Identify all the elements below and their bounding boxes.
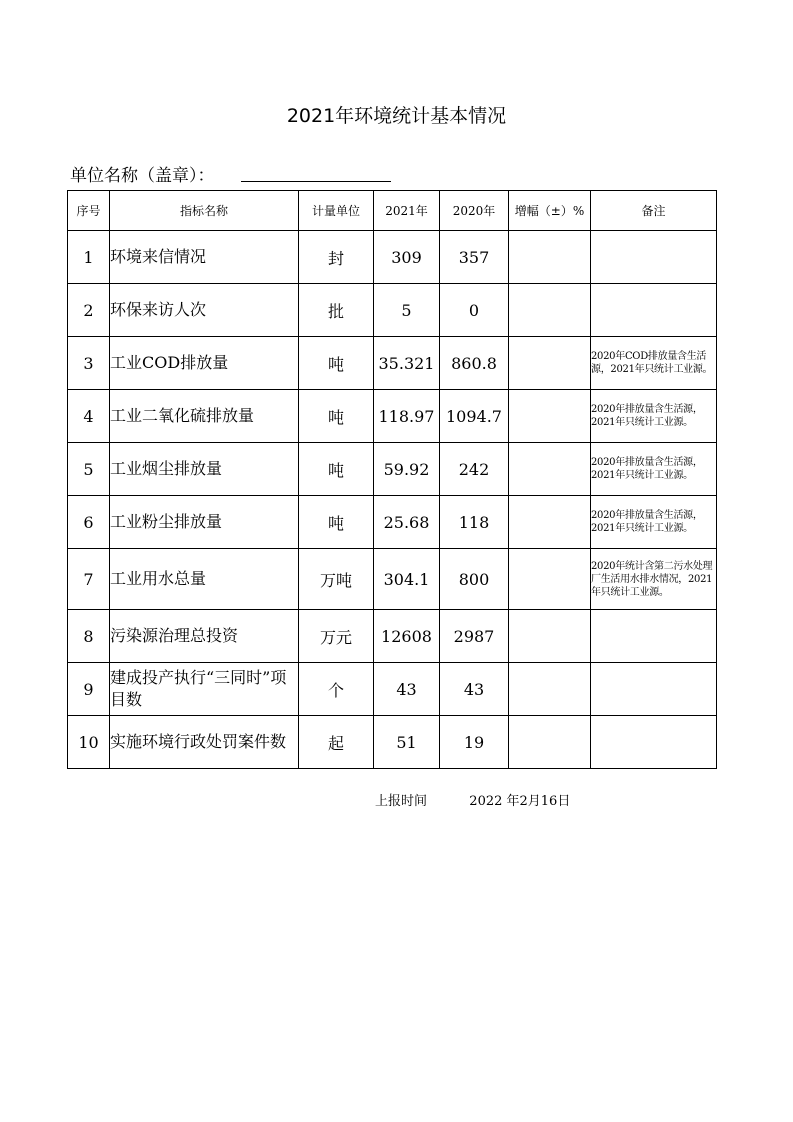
cell-seq: 7 [68,549,110,610]
cell-2021: 51 [374,716,440,769]
table-row [68,610,717,663]
cell-note: 2020年排放量含生活源，2021年只统计工业源。 [591,496,717,549]
cell-indicator: 工业烟尘排放量 [110,443,299,496]
cell-2021: 59.92 [374,443,440,496]
cell-2021: 25.68 [374,496,440,549]
cell-change [509,390,591,443]
cell-unit: 批 [299,284,374,337]
page-title: 2021年环境统计基本情况 [286,105,507,127]
cell-unit: 万元 [299,610,374,663]
cell-change [509,496,591,549]
cell-2021: 43 [374,663,440,716]
cell-change [509,549,591,610]
table-row [68,284,717,337]
cell-note [591,663,717,716]
cell-seq: 8 [68,610,110,663]
cell-unit: 起 [299,716,374,769]
cell-indicator: 工业用水总量 [110,549,299,610]
report-date: 2022 年2月16日 [469,794,571,809]
table-row [68,337,717,390]
table-row [68,390,717,443]
header-2020: 2020年 [440,191,509,231]
cell-2020: 118 [440,496,509,549]
cell-seq: 5 [68,443,110,496]
cell-2020: 0 [440,284,509,337]
cell-2020: 860.8 [440,337,509,390]
table-row [68,549,717,610]
table-row [68,443,717,496]
cell-seq: 3 [68,337,110,390]
cell-unit: 吨 [299,337,374,390]
cell-indicator: 工业二氧化硫排放量 [110,390,299,443]
table-row [68,496,717,549]
cell-indicator: 污染源治理总投资 [110,610,299,663]
cell-unit: 吨 [299,390,374,443]
cell-2021: 35.321 [374,337,440,390]
header-unit: 计量单位 [299,191,374,231]
cell-change [509,663,591,716]
header-indicator: 指标名称 [110,191,299,231]
cell-note [591,284,717,337]
cell-change [509,231,591,284]
cell-seq: 2 [68,284,110,337]
cell-note [591,716,717,769]
cell-unit: 个 [299,663,374,716]
cell-change [509,610,591,663]
cell-unit: 封 [299,231,374,284]
cell-unit: 万吨 [299,549,374,610]
cell-seq: 6 [68,496,110,549]
cell-2021: 118.97 [374,390,440,443]
unit-name-signature-line [241,181,391,182]
cell-2021: 304.1 [374,549,440,610]
header-note: 备注 [591,191,717,231]
cell-seq: 10 [68,716,110,769]
cell-2020: 242 [440,443,509,496]
cell-2020: 2987 [440,610,509,663]
cell-2020: 43 [440,663,509,716]
table-row [68,663,717,716]
cell-indicator: 工业粉尘排放量 [110,496,299,549]
table-row [68,231,717,284]
cell-2021: 5 [374,284,440,337]
cell-change [509,716,591,769]
cell-note: 2020年排放量含生活源，2021年只统计工业源。 [591,390,717,443]
cell-2021: 309 [374,231,440,284]
cell-change [509,443,591,496]
cell-indicator: 环境来信情况 [110,231,299,284]
cell-unit: 吨 [299,496,374,549]
report-time-label: 上报时间 [375,794,428,809]
cell-note: 2020年COD排放量含生活源，2021年只统计工业源。 [591,337,717,390]
cell-change [509,337,591,390]
cell-2021: 12608 [374,610,440,663]
cell-indicator: 工业COD排放量 [110,337,299,390]
cell-2020: 1094.7 [440,390,509,443]
cell-seq: 1 [68,231,110,284]
cell-unit: 吨 [299,443,374,496]
statistics-table [67,190,717,769]
table-row [68,716,717,769]
cell-indicator: 实施环境行政处罚案件数 [110,716,299,769]
report-time-line [375,790,570,809]
table-header-row [68,191,717,231]
cell-change [509,284,591,337]
cell-indicator: 环保来访人次 [110,284,299,337]
header-2021: 2021年 [374,191,440,231]
cell-2020: 800 [440,549,509,610]
cell-note: 2020年统计含第二污水处理厂生活用水排水情况，2021年只统计工业源。 [591,549,717,610]
cell-2020: 357 [440,231,509,284]
header-change: 增幅（±）% [509,191,591,231]
header-seq: 序号 [68,191,110,231]
cell-2020: 19 [440,716,509,769]
cell-seq: 4 [68,390,110,443]
cell-note: 2020年排放量含生活源，2021年只统计工业源。 [591,443,717,496]
cell-indicator: 建成投产执行“三同时”项目数 [110,663,299,716]
cell-note [591,231,717,284]
cell-note [591,610,717,663]
cell-seq: 9 [68,663,110,716]
unit-name-label: 单位名称（盖章）： [70,166,215,186]
